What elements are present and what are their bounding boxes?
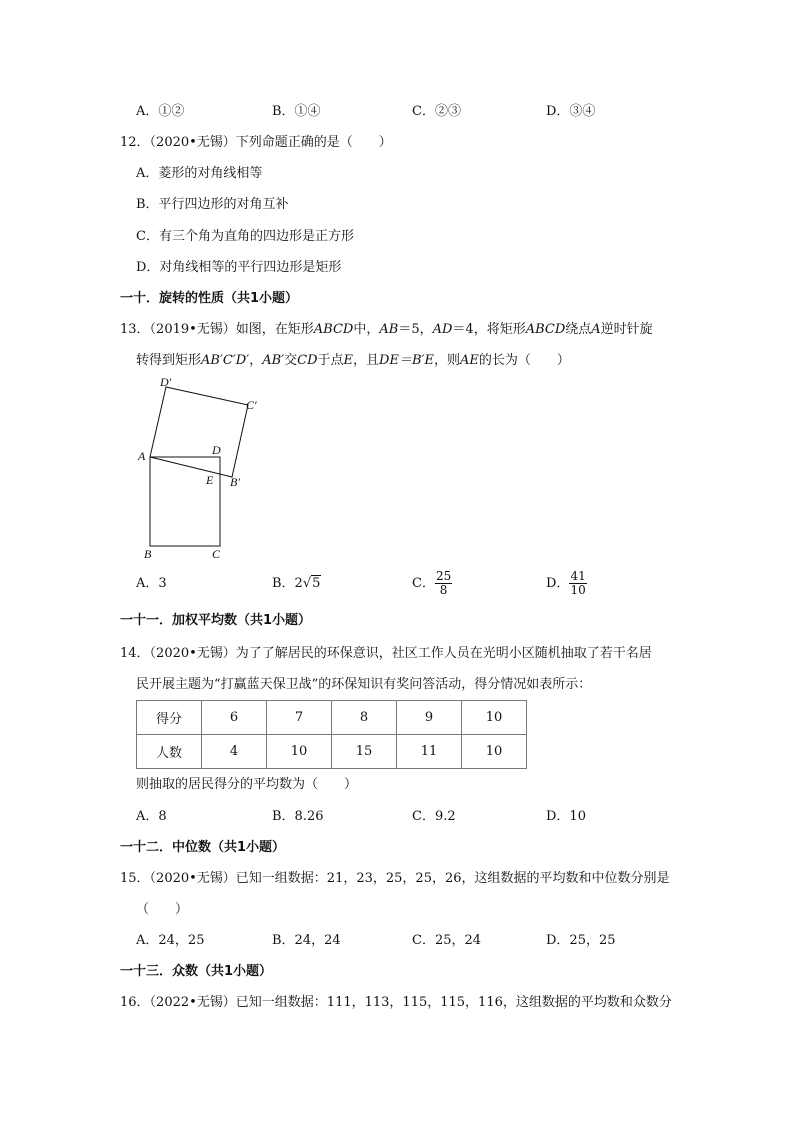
q13-math: DE	[379, 353, 399, 368]
label-e: E	[206, 473, 214, 487]
q13-text: 13．（2019•无锡）如图，在矩形	[120, 322, 314, 337]
table-header-cell: 人数	[137, 735, 202, 769]
table-cell: 7	[267, 701, 332, 735]
table-cell: 10	[267, 735, 332, 769]
rectangle-abcd	[150, 457, 220, 546]
q13-option-a[interactable]: A．3	[136, 576, 167, 591]
table-cell: 10	[462, 701, 527, 735]
fraction	[569, 570, 586, 597]
q11-option-b[interactable]: B．①④	[272, 104, 321, 119]
section-heading-median: 一十二．中位数（共1小题）	[120, 840, 286, 855]
q13-math: ＝B′E	[398, 353, 434, 368]
q13-text: 绕点	[565, 322, 592, 337]
table-cell: 15	[332, 735, 397, 769]
section-heading-rotation: 一十．旋转的性质（共1小题）	[120, 291, 299, 306]
q13-option-c[interactable]	[412, 567, 452, 601]
radicand: 5	[312, 576, 321, 591]
q15-stem-line2: （ ）	[136, 902, 189, 917]
denominator: 8	[439, 583, 448, 597]
q14-option-b[interactable]: B．8.26	[272, 809, 324, 824]
q13-option-d[interactable]	[546, 567, 587, 601]
label-d-prime: D′	[160, 375, 172, 389]
q12-option-a[interactable]: A．菱形的对角线相等	[136, 166, 263, 181]
q13-math: AD	[432, 322, 453, 337]
q13-text: 转得到矩形	[136, 353, 202, 368]
q13-text: 于点	[317, 353, 344, 368]
q13-math: AB′	[262, 353, 285, 368]
q11-option-a[interactable]: A．①②	[136, 104, 185, 119]
q13-math: A	[591, 322, 601, 337]
q13-text: ＝4，将矩形	[452, 322, 526, 337]
q14-option-d[interactable]: D．10	[546, 809, 586, 824]
table-cell: 11	[397, 735, 462, 769]
q12-option-b[interactable]: B．平行四边形的对角互补	[136, 197, 289, 212]
label-d: D	[212, 443, 221, 457]
score-table	[136, 700, 527, 769]
q14-option-c[interactable]: C．9.2	[412, 809, 456, 824]
q13-math: CD	[297, 353, 318, 368]
table-cell: 8	[332, 701, 397, 735]
q13-math: ABCD	[313, 322, 354, 337]
table-row	[137, 735, 527, 769]
label-c: C	[212, 547, 221, 561]
q13-rectangle-rotation-figure	[134, 372, 274, 562]
table-header-cell: 得分	[137, 701, 202, 735]
q14-option-a[interactable]: A．8	[136, 809, 167, 824]
q13-option-d-text: D．	[546, 576, 570, 591]
table-cell: 9	[397, 701, 462, 735]
table-cell: 10	[462, 735, 527, 769]
q13-option-b[interactable]	[272, 575, 321, 593]
q13-math: AB	[379, 322, 399, 337]
q13-text: ，则	[433, 353, 460, 368]
q11-option-c[interactable]: C．②③	[412, 104, 461, 119]
q16-stem-line1: 16．（2022•无锡）已知一组数据：111，113，115，115，116，这组数据的平均数和众数分	[120, 995, 672, 1010]
q15-option-b[interactable]: B．24，24	[272, 933, 341, 948]
q14-stem-line1: 14．（2020•无锡）为了了解居民的环保意识，社区工作人员在光明小区随机抽取了若干名居	[120, 646, 652, 661]
q13-text: 交	[284, 353, 298, 368]
q13-stem-line1	[120, 321, 653, 339]
section-heading-weighted-average: 一十一．加权平均数（共1小题）	[120, 613, 312, 628]
q15-option-c[interactable]: C．25，24	[412, 933, 482, 948]
q13-text: 的长为（ ）	[478, 353, 570, 368]
label-a: A	[138, 449, 146, 463]
q14-stem-line2: 民开展主题为“打赢蓝天保卫战”的环保知识有奖问答活动，得分情况如表所示：	[136, 677, 592, 692]
q12-option-d[interactable]: D．对角线相等的平行四边形是矩形	[136, 260, 342, 275]
q15-stem-line1: 15．（2020•无锡）已知一组数据：21，23，25，25，26，这组数据的平均数和中位数分别是	[120, 871, 670, 886]
label-b-prime: B′	[230, 475, 240, 489]
q11-option-d[interactable]: D．③④	[546, 104, 596, 119]
numerator: 25	[435, 569, 452, 583]
q13-option-b-text: B．2	[272, 576, 303, 591]
table-cell: 6	[202, 701, 267, 735]
q13-text: 逆时针旋	[600, 322, 653, 337]
section-heading-mode: 一十三．众数（共1小题）	[120, 964, 273, 979]
label-c-prime: C′	[246, 398, 257, 412]
q15-option-d[interactable]: D．25，25	[546, 933, 616, 948]
q13-option-c-text: C．	[412, 576, 435, 591]
q13-math: E	[343, 353, 354, 368]
table-row	[137, 701, 527, 735]
q13-text: 中，	[353, 322, 380, 337]
q13-text: ，	[249, 353, 263, 368]
label-b: B	[144, 547, 152, 561]
numerator: 41	[570, 569, 586, 583]
denominator: 10	[570, 583, 586, 597]
fraction	[435, 570, 452, 597]
q14-stem-line3: 则抽取的居民得分的平均数为（ ）	[136, 777, 358, 792]
q12-stem: 12．（2020•无锡）下列命题正确的是（ ）	[120, 135, 392, 150]
q13-math: AE	[459, 353, 479, 368]
q13-math: ABCD	[525, 322, 566, 337]
q13-text: ＝5，	[398, 322, 433, 337]
rectangle-ab-prime-c-prime-d-prime	[150, 387, 248, 477]
q12-option-c[interactable]: C．有三个角为直角的四边形是正方形	[136, 229, 354, 244]
table-cell: 4	[202, 735, 267, 769]
sqrt-symbol: √5	[302, 576, 321, 591]
q13-math: AB′C′D′	[201, 353, 250, 368]
q13-stem-line2	[136, 352, 570, 370]
q15-option-a[interactable]: A．24，25	[136, 933, 205, 948]
q13-text: ，且	[353, 353, 380, 368]
